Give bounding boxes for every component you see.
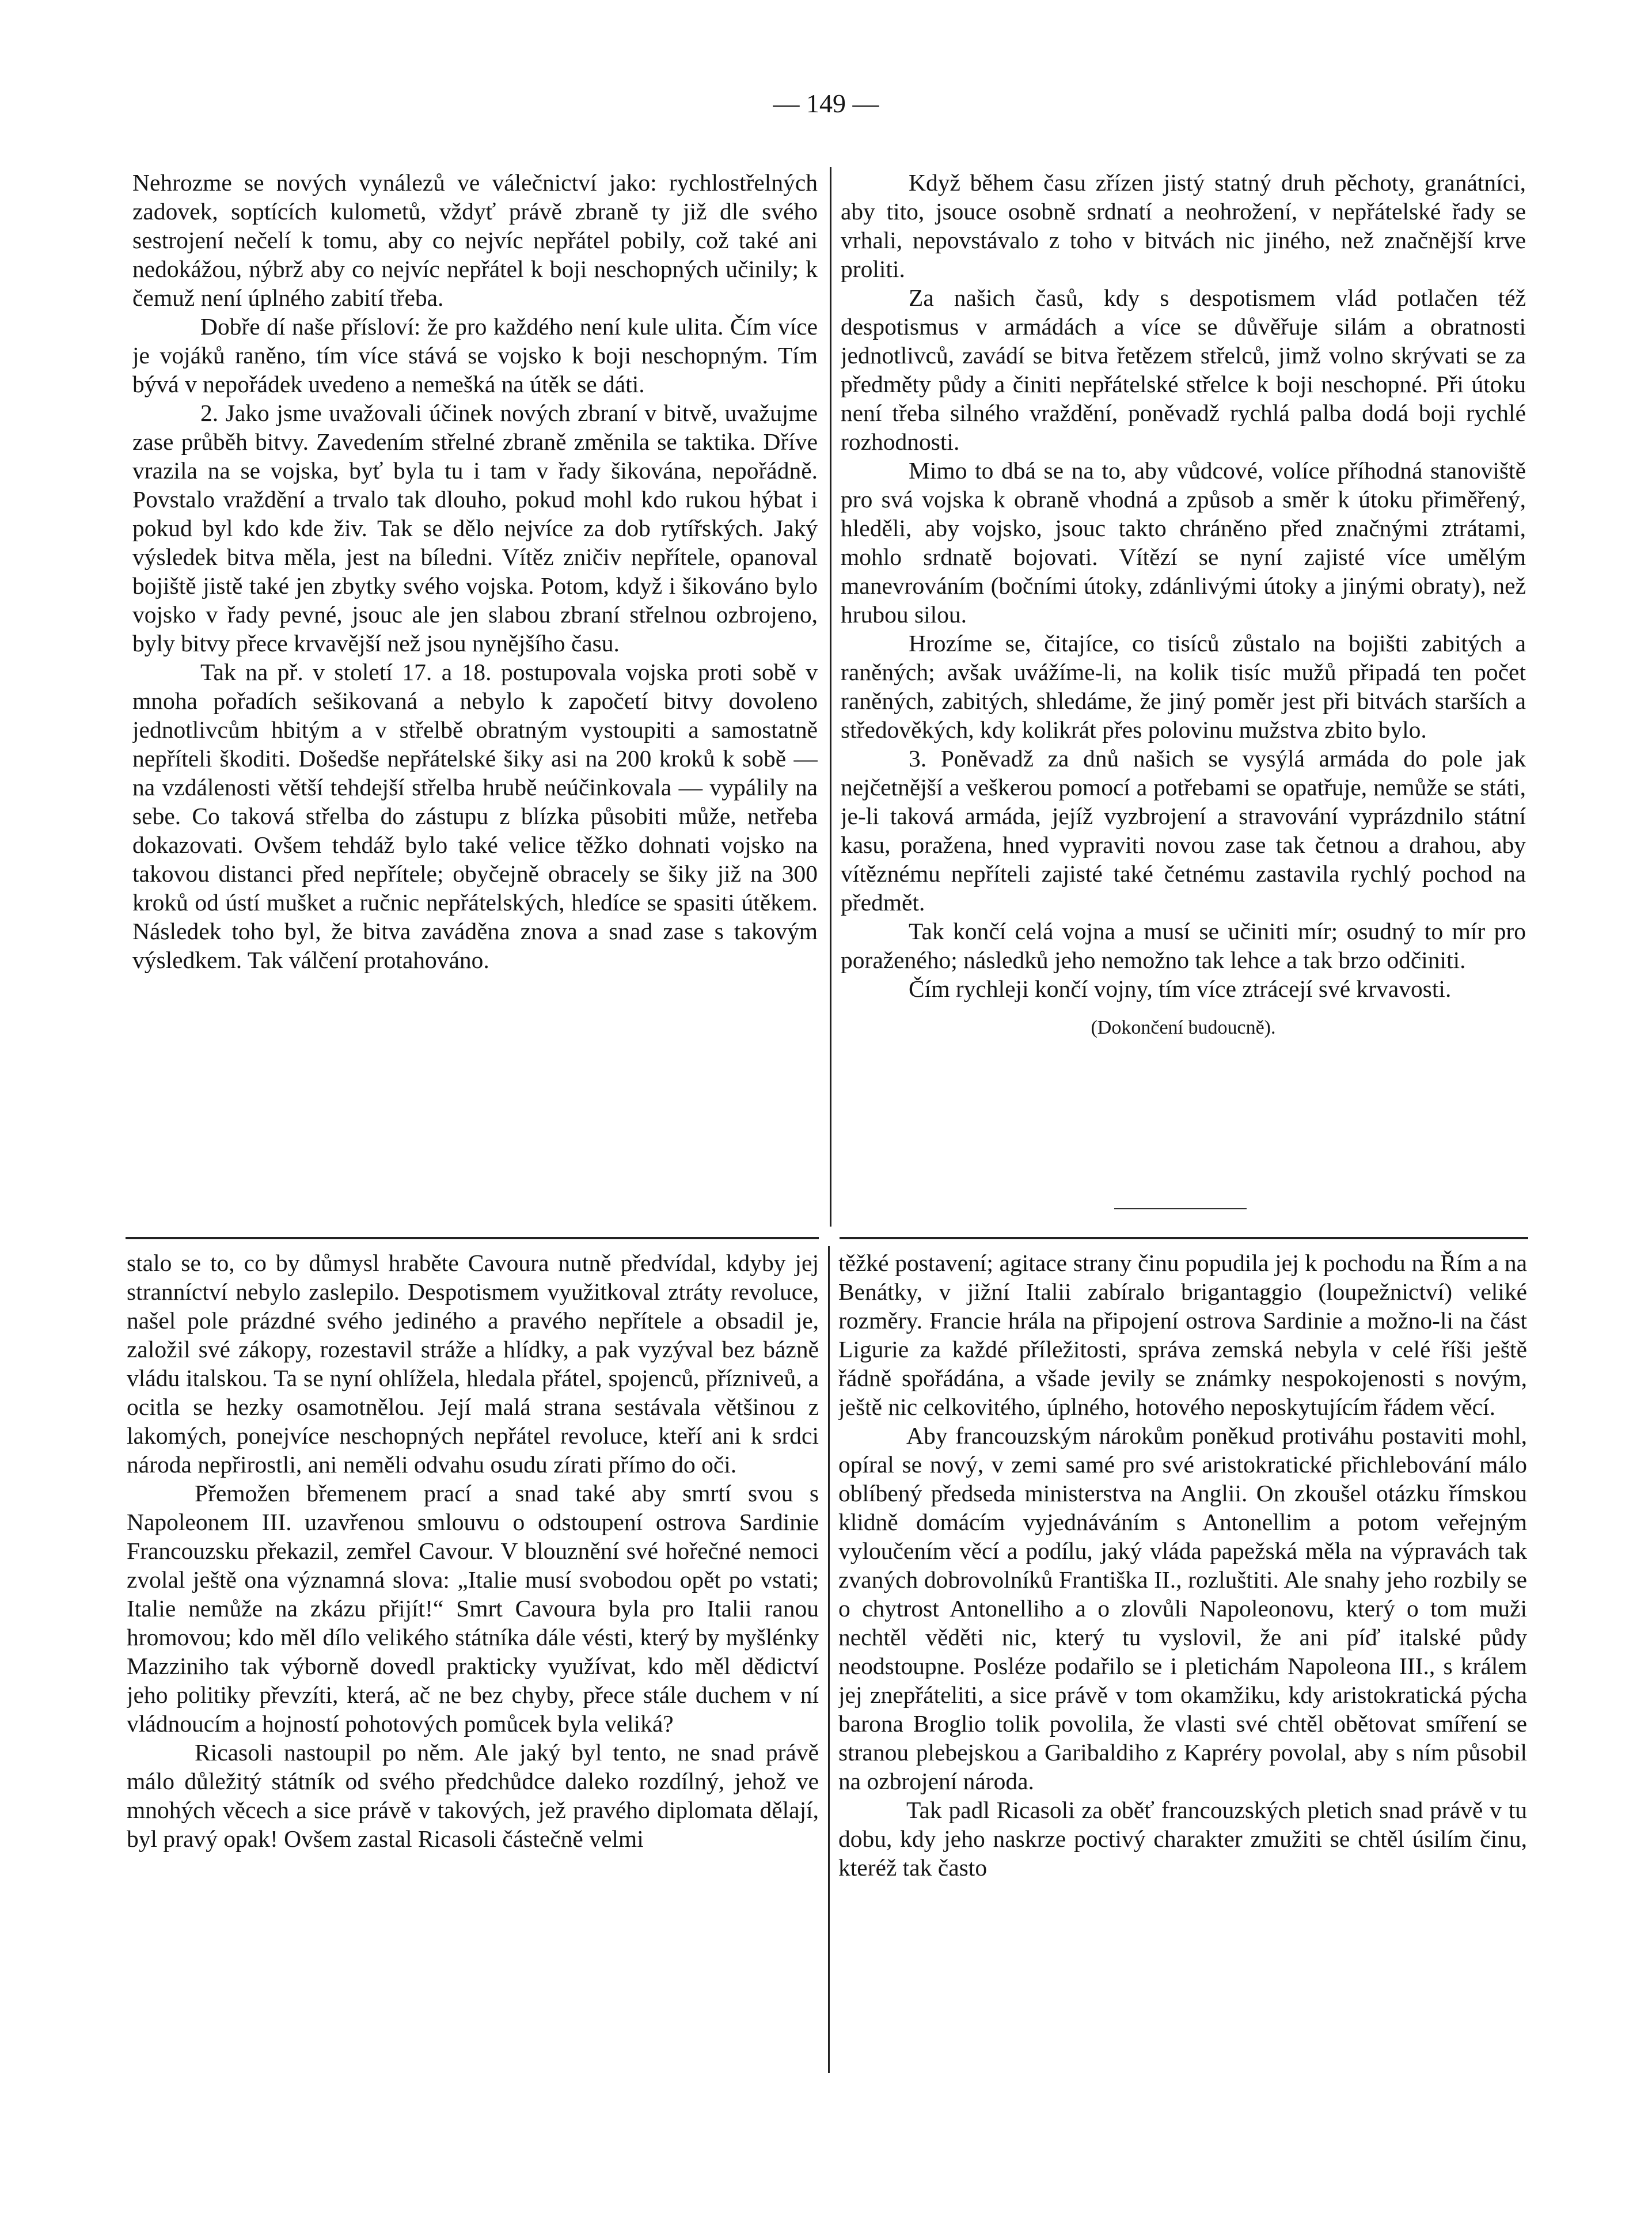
- paragraph: Nehrozme se nových vynálezů ve válečnictví jako: rychlostřelných zadovek, soptících kulometů, vždyť právě zbraně ty již dle svého sestrojení nečelí k tomu, aby co nejvíc nepřátel pobily, což také ani nedokážou, nýbrž aby co nejvíc nepřátel k boji neschopných učinily; k čemuž není úplného zabití třeba.: [132, 169, 818, 311]
- paragraph: 3. Poněvadž za dnů našich se vysýlá armáda do pole jak nejčetnější a veškerou pomocí a potřebami se opatřuje, nemůže se státi, je-li taková armáda, jejíž vyzbrojení a stravování vyprázdnilo státní kasu, poražena, hned vypraviti novou zase tak četnou a drahou, aby vítěznému nepříteli zajisté také četnému zastavila rychlý pochod na předmět.: [841, 745, 1526, 916]
- horizontal-divider-left: [126, 1237, 819, 1239]
- paragraph: Tak padl Ricasoli za oběť francouzských pletich snad právě v tu dobu, kdy jeho naskrze poctivý charakter zmužiti se chtěl úsilím činu, kteréž tak často: [838, 1797, 1527, 1881]
- paragraph: Čím rychleji končí vojny, tím více ztrácejí své krvavosti.: [909, 976, 1452, 1002]
- paragraph: Dobře dí naše přísloví: že pro každého není kule ulita. Čím více je vojáků raněno, tím více stává se vojsko k boji neschopným. Tím bývá v nepořádek uvedeno a nemešká na útěk se dáti.: [132, 313, 818, 397]
- paragraph: Když během času zřízen jistý statný druh pěchoty, granátníci, aby tito, jsouce osobně srdnatí a neohrožení, v nepřátelské řady se vrhali, nepovstávalo z toho v bitvách nic jiného, než značnější krve proliti.: [841, 169, 1526, 282]
- section-end-rule: [1114, 1208, 1247, 1209]
- paragraph: Hrozíme se, čitajíce, co tisíců zůstalo na bojišti zabitých a raněných; avšak uvážíme-li, na kolik tisíc mužů připadá ten počet raněných, zabitých, shledáme, že jiný poměr jest při bitvách starších a středověkých, kdy kolikrát přes polovinu mužstva zbito bylo.: [841, 630, 1526, 743]
- paragraph: Mimo to dbá se na to, aby vůdcové, volíce příhodná stanoviště pro svá vojska k obraně vhodná a způsob a směr k útoku přiměřený, hleděli, aby vojsko, jsouc takto chráněno před značnými ztrátami, mohlo srdnatě bojovati. Vítězí se nyní zajisté více umělým manevrováním (bočními útoky, zdánlivými útoky a jinými obraty), než hrubou silou.: [841, 457, 1526, 628]
- column-divider-bottom: [828, 1246, 830, 2073]
- continuation-note: (Dokončení budoucně).: [1091, 1017, 1276, 1038]
- bottom-right-column: [838, 1248, 1527, 2072]
- paragraph: 2. Jako jsme uvažovali účinek nových zbraní v bitvě, uvažujme zase průběh bitvy. Zavedením střelné zbraně změnila se taktika. Dříve vrazila na se vojska, byť byla tu i tam v řady šikována, nepořádně. Povstalo vraždění a trvalo tak dlouho, pokud mohl kdo rukou hýbat i pokud byl kdo kde živ. Tak se dělo nejvíce za dob rytířských. Jaký výsledek bitva měla, jest na bíledni. Vítěz zničiv nepřítele, opanoval bojiště jistě také jen zbytky svého vojska. Potom, když i šikováno bylo vojsko v řady pevné, jsouc ale jen slabou zbraní střelnou ozbrojeno, byly bitvy přece krvavější než jsou nynějšího času.: [132, 400, 818, 656]
- paragraph: Ricasoli nastoupil po něm. Ale jaký byl tento, ne snad právě málo důležitý státník od svého předchůdce daleko rozdílný, jehož ve mnohých věcech a sice právě v takových, jež pravého diplomata dělají, byl pravý opak! Ovšem zastal Ricasoli částečně velmi: [127, 1739, 819, 1852]
- paragraph: Za našich časů, kdy s despotismem vlád potlačen též despotismus v armádách a více se důvěřuje silám a obratnosti jednotlivců, zavádí se bitva řetězem střelců, jimž volno skrývati se za předměty půdy a činiti nepřátelské střelce k boji neschopné. Při útoku není třeba silného vraždění, poněvadž rychlá palba dodá boji rychlé rozhodnosti.: [841, 284, 1526, 455]
- bottom-left-column: [127, 1248, 819, 2072]
- paragraph: Přemožen břemenem prací a snad také aby smrtí svou s Napoleonem III. uzavřenou smlouvu o odstoupení ostrova Sardinie Francouzsku překazil, zemřel Cavour. V blouznění své hořečné nemoci zvolal ještě ona významná slova: „Italie musí svobodou opět po vstati; Italie nemůže na zkázu přijít!“ Smrt Cavoura byla pro Italii ranou hromovou; kdo měl dílo velikého státníka dále vésti, který by myšlénky Mazziniho tak výborně dovedl prakticky využívat, kdo měl dědictví jeho politiky převzíti, která, ač ne bez chyby, přece stále duchem v ní vládnoucím a hojností pohotových pomůcek byla veliká?: [127, 1480, 819, 1737]
- paragraph: Tak na př. v století 17. a 18. postupovala vojska proti sobě v mnoha pořadích sešikovaná a nebylo k započetí bitvy dovoleno jednotlivcům hbitým a v střelbě obratným vystoupiti a samostatně nepříteli škoditi. Došedše nepřátelské šiky asi na 200 kroků k sobě — na vzdálenosti větší tehdejší střelba hrubě neúčinkovala — vypálily na sebe. Co taková střelba do zástupu z blízka působiti může, netřeba dokazovati. Ovšem tehdáž bylo také velice těžko dohnati vojsko na takovou distanci před nepřítele; obyčejně obracely se šiky již na 300 kroků od ústí mušket a ručnic nepřátelských, hledíce se spasiti útěkem. Následek toho byl, že bitva zaváděna znova a snad zase s takovým výsledkem. Tak válčení protahováno.: [132, 659, 818, 973]
- top-left-column: [132, 168, 818, 1227]
- paragraph: těžké postavení; agitace strany činu popudila jej k pochodu na Řím a na Benátky, v jižní Italii zabíralo brigantaggio (loupežnictví) veliké rozměry. Francie hrála na připojení ostrova Sardinie a možno-li na část Ligurie za každé příležitosti, správa zemská nebyla v celé říši ještě řádně spořádána, a všade jevily se známky nespokojenosti s novým, ještě nic celkovitého, úplného, hotového neposkytujícím řádem věcí.: [838, 1250, 1527, 1420]
- paragraph: Tak končí celá vojna a musí se učiniti mír; osudný to mír pro poraženého; následků jeho nemožno tak lehce a tak brzo odčiniti.: [841, 918, 1526, 973]
- paragraph: stalo se to, co by důmysl hraběte Cavoura nutně předvídal, kdyby jej stranníctví nebylo zaslepilo. Despotismem využitkoval ztráty revoluce, našel pole prázdné svého jediného a pravého nepřítele a obsadil je, založil své zákopy, rozestavil stráže a hlídky, a pak vyzýval bez bázně vládu italskou. Ta se nyní ohlížela, hledala přátel, spojenců, přízniveů, a ocitla se hezky osamotnělou. Její malá strana sestávala většinou z lakomých, ponejvíce neschopných nepřátel revoluce, kteří ani k srdci národa nepřirostli, ani neměli odvahu osudu zírati přímo do oči.: [127, 1250, 819, 1478]
- top-right-column: [841, 168, 1526, 1227]
- column-divider-top: [830, 167, 831, 1227]
- horizontal-divider-right: [840, 1237, 1528, 1239]
- page-number: — 149 —: [773, 89, 879, 118]
- paragraph: Aby francouzským nárokům poněkud protiváhu postaviti mohl, opíral se nový, v zemi samé pro své aristokratické přichlebování málo oblíbený předseda ministerstva na Anglii. On zkoušel otázku římskou klidně domácím vyjednáváním s Antonellim a potom veřejným vyloučením věcí a podílu, jaký vláda papežská měla na výpravách tak zvaných dobrovolníků Františka II., rozluštiti. Ale snahy jeho rozbily se o chytrost Antonelliho a o zlovůli Napoleonovu, který o tom muži nechtěl věděti nic, který tu vyslovil, že ani píď italské půdy neodstoupne. Posléze podařilo se i pletichám Napoleona III., s králem jej znepřáteliti, a sice právě v tom okamžiku, kdy aristokratická pýcha barona Broglio tolik povolila, že vlasti své chtěl obětovat smíření se stranou plebejskou a Garibaldiho z Kapréry povolal, aby s ním působil na ozbrojení národa.: [838, 1422, 1527, 1794]
